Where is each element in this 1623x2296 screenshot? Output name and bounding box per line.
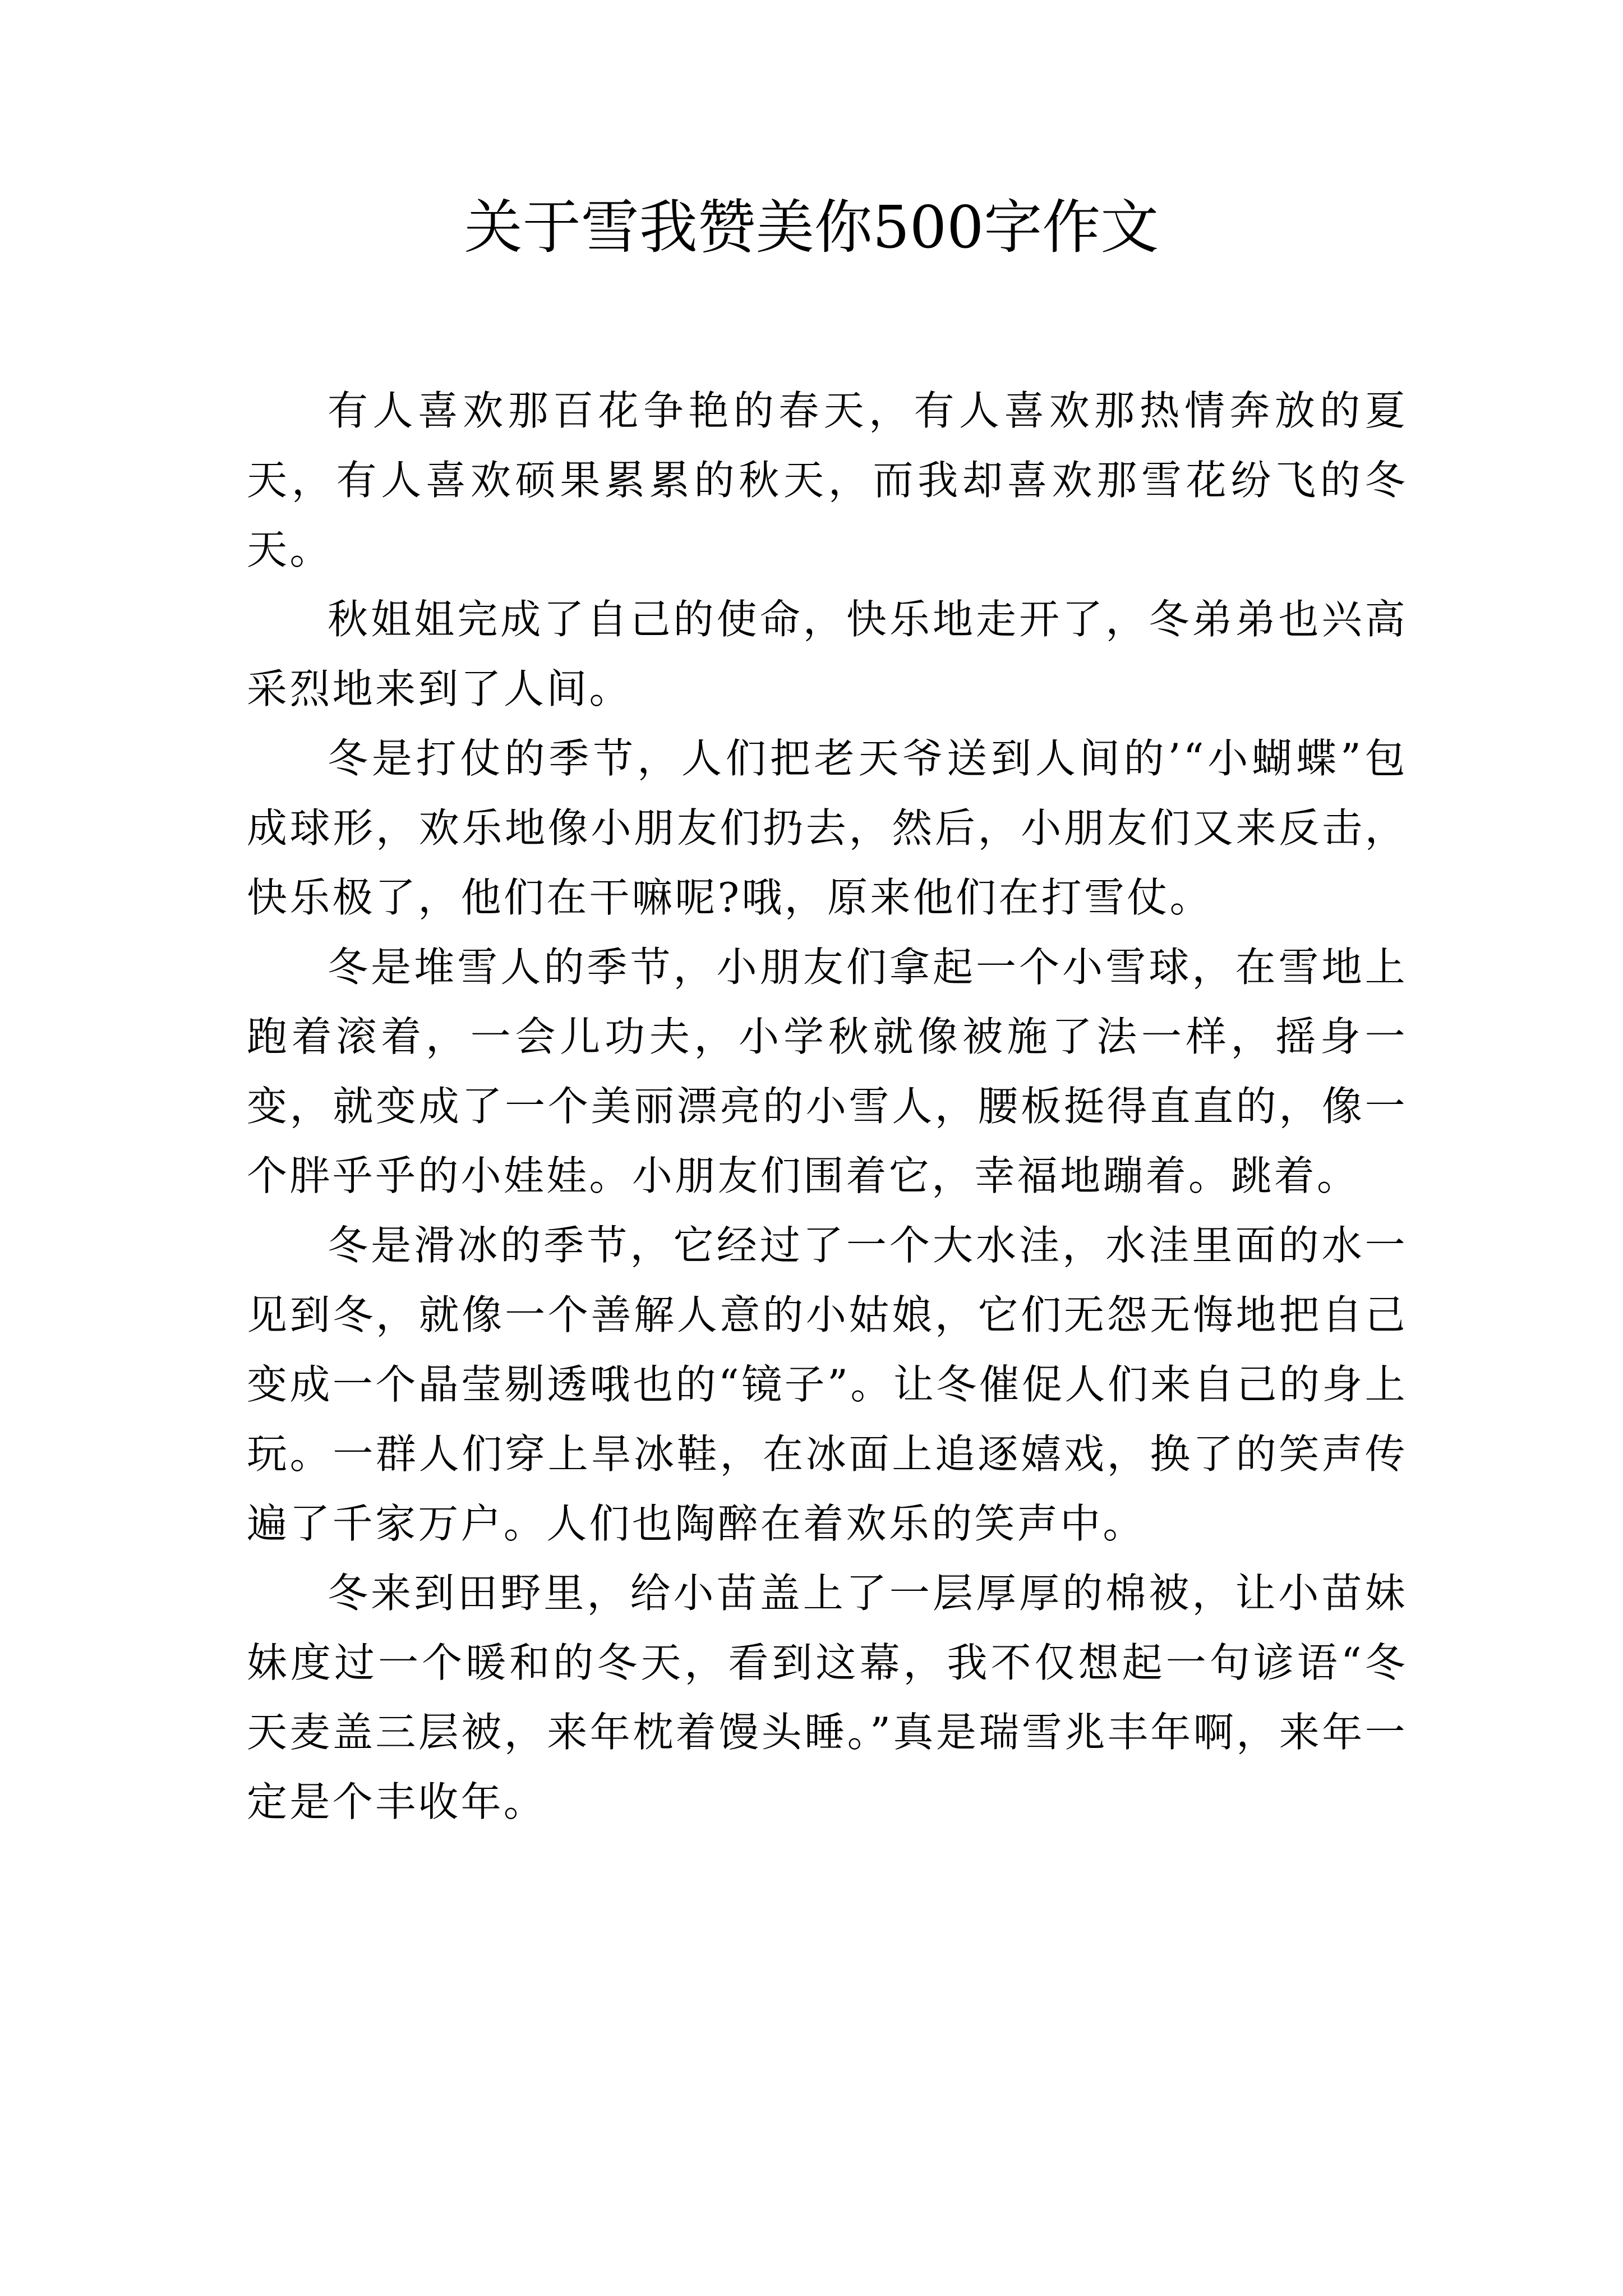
paragraph-2: 秋姐姐完成了自己的使命，快乐地走开了，冬弟弟也兴高采烈地来到了人间。	[247, 596, 1408, 712]
paragraph-5: 冬是滑冰的季节，它经过了一个大水洼，水洼里面的水一见到冬，就像一个善解人意的小姑娘，它们无怨无悔地把自己变成一个晶莹剔透哦也的“镜子”。让冬催促人们来自己的身上玩。一群人们穿上旱冰鞋，在冰面上追逐嬉戏，换了的笑声传遍了千家万户。人们也陶醉在着欢乐的笑声中。	[247, 1222, 1408, 1547]
paragraph-6: 冬来到田野里，给小苗盖上了一层厚厚的棉被，让小苗妹妹度过一个暖和的冬天，看到这幕，我不仅想起一句谚语“冬天麦盖三层被，来年枕着馒头睡。”真是瑞雪兆丰年啊，来年一定是个丰收年。	[247, 1570, 1408, 1825]
paragraph-1: 有人喜欢那百花争艳的春天，有人喜欢那热情奔放的夏天，有人喜欢硕果累累的秋天，而我却喜欢那雪花纷飞的冬天。	[247, 387, 1408, 573]
paragraph-3: 冬是打仗的季节，人们把老天爷送到人间的’“小蝴蝶”包成球形，欢乐地像小朋友们扔去，然后，小朋友们又来反击，快乐极了，他们在干嘛呢?哦，原来他们在打雪仗。	[247, 735, 1408, 921]
paragraph-4: 冬是堆雪人的季节，小朋友们拿起一个小雪球，在雪地上跑着滚着，一会儿功夫，小学秋就像被施了法一样，摇身一变，就变成了一个美丽漂亮的小雪人，腰板挺得直直的，像一个胖乎乎的小娃娃。小朋友们围着它，幸福地蹦着。跳着。	[247, 944, 1408, 1199]
document-body	[247, 376, 1408, 1837]
document-title: 关于雪我赞美你500字作文	[464, 193, 1159, 261]
